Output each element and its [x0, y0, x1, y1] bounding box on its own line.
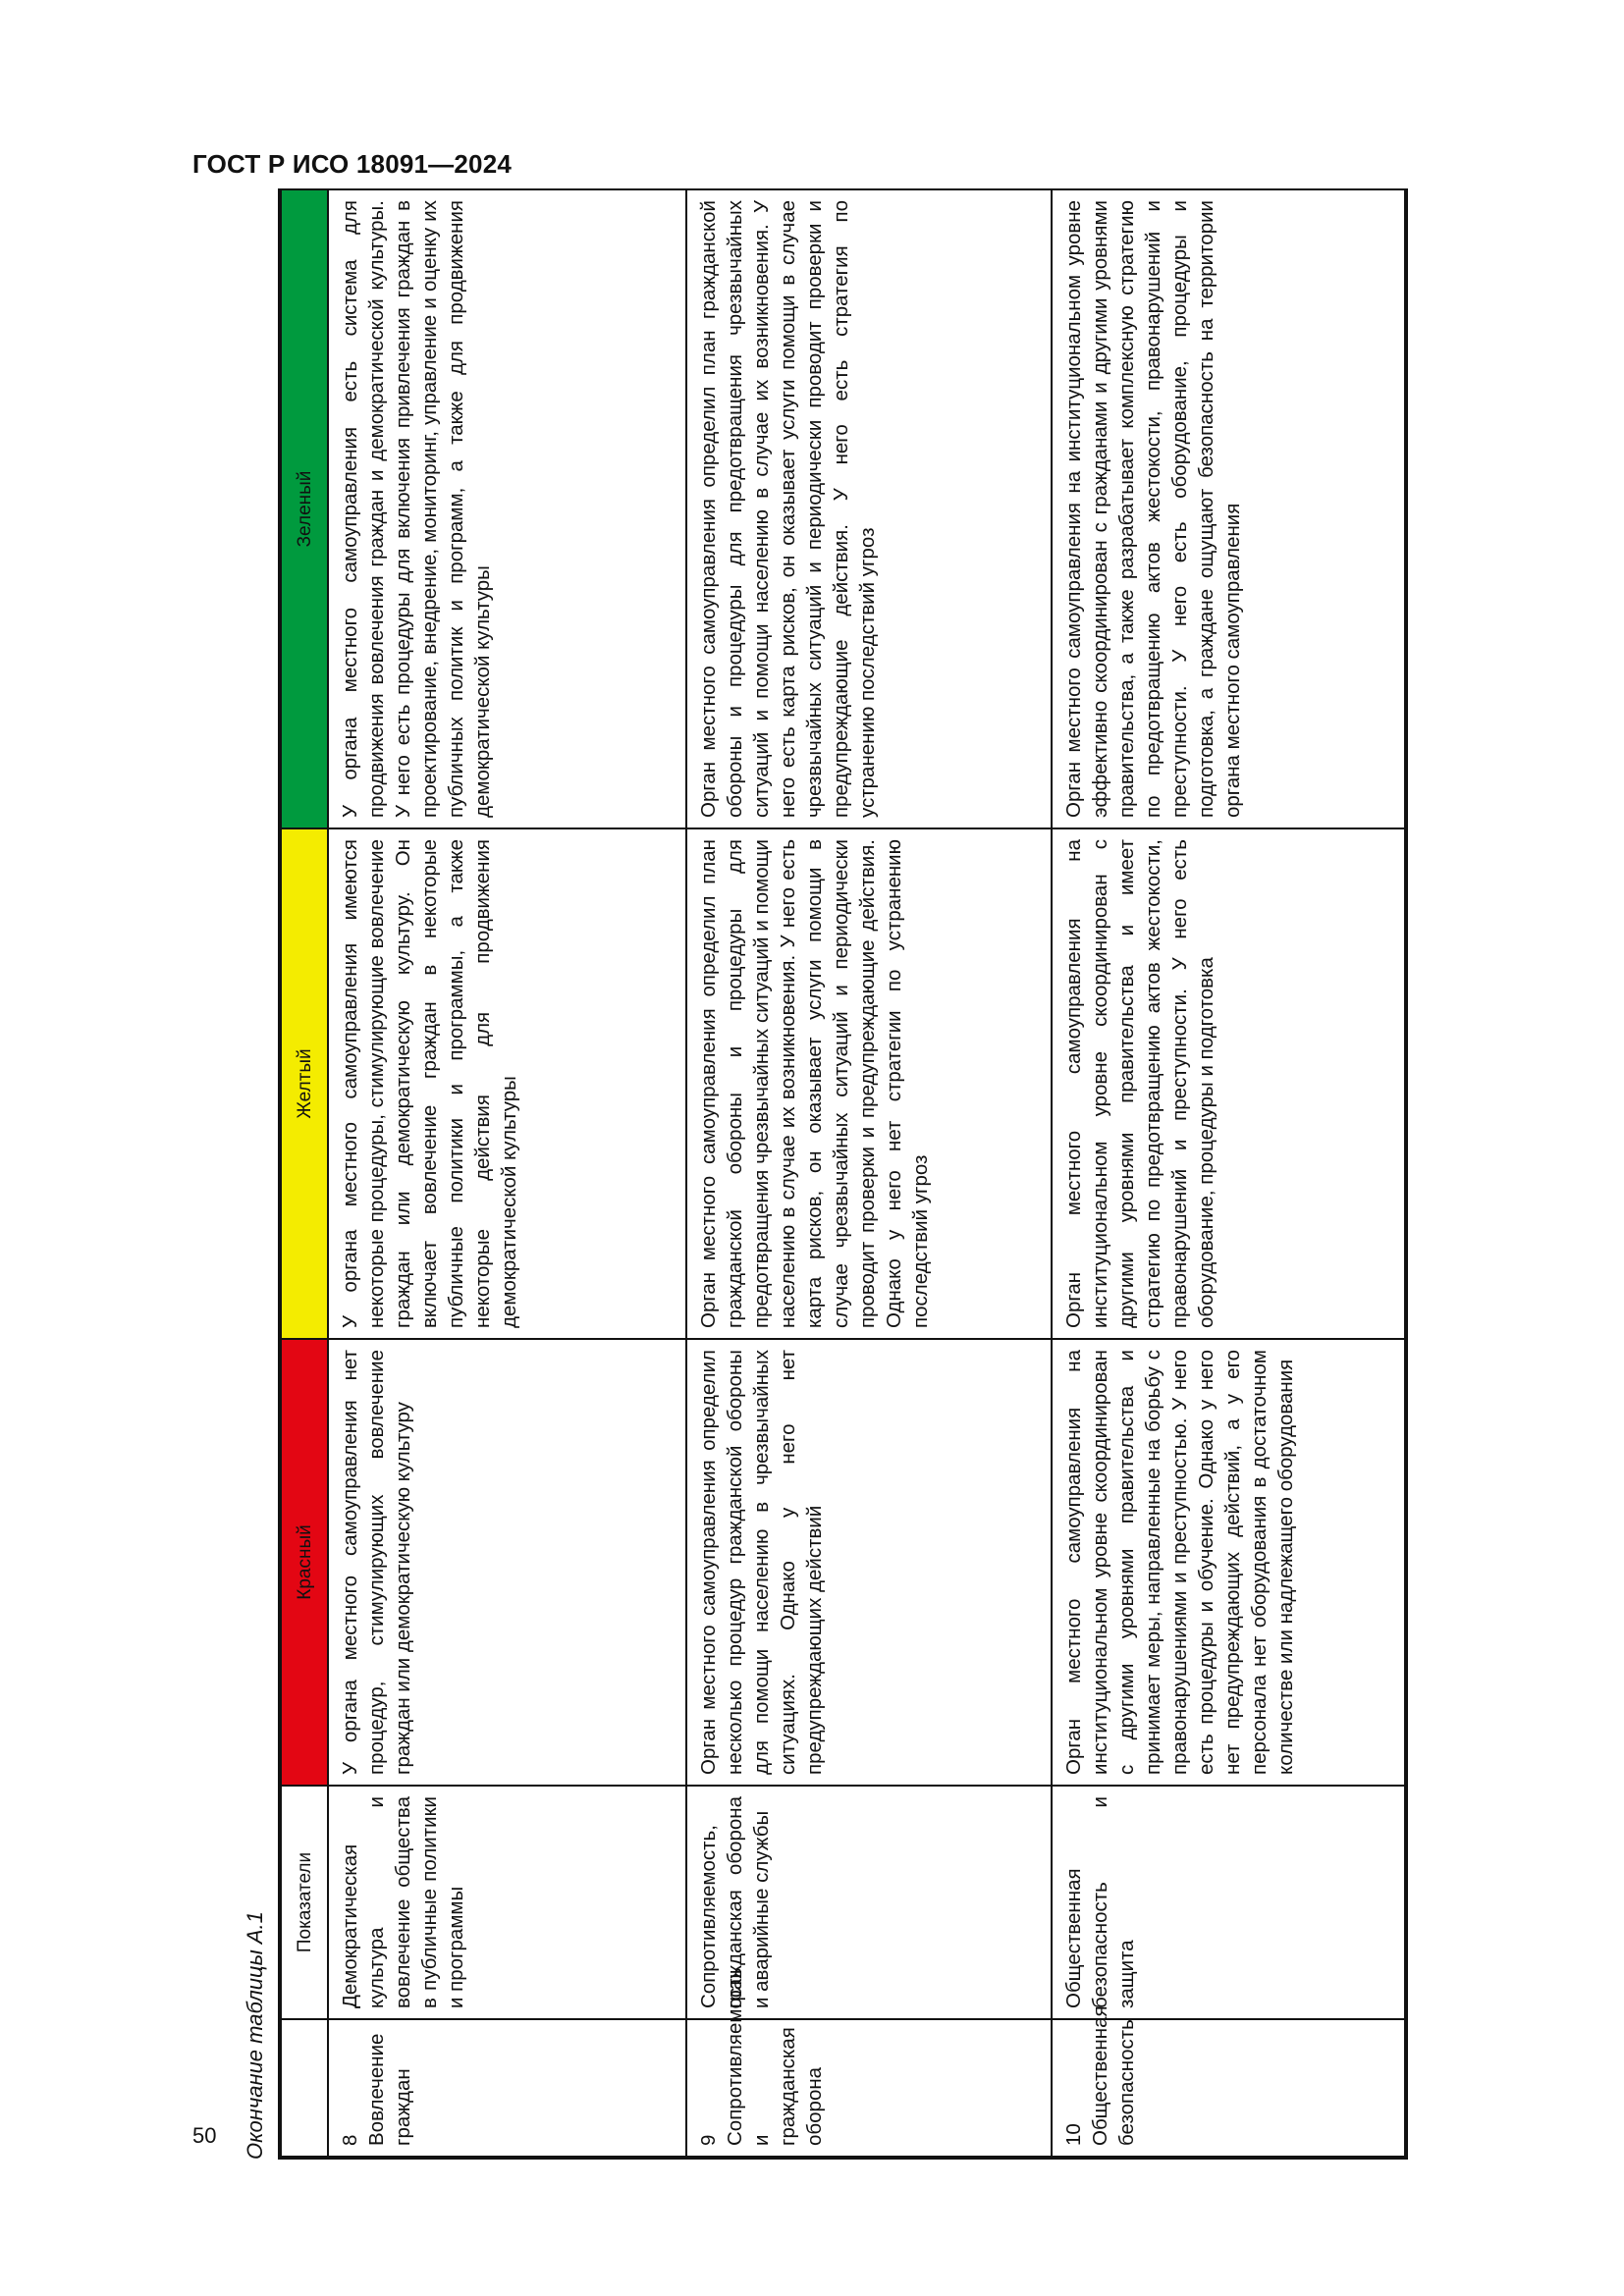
document-title: ГОСТ Р ИСО 18091—2024 — [192, 149, 513, 179]
row-red: Орган местного самоуправления на институциональном уровне скоординирован с другими уровнями правительства и принимает меры, направленные на борьбу с правонарушениями и преступностью. У него есть процедуры и обучение. Однако у него нет предупреждающих действий, а у его персонала нет оборудования в достаточном количестве или надлежащего оборудования — [1052, 1339, 1405, 1786]
row-group: 9 Сопротивляемость и гражданская оборона — [686, 2019, 1052, 2157]
table-row — [686, 189, 1052, 2157]
table-row — [1052, 189, 1405, 2157]
page-number: 50 — [192, 2123, 217, 2148]
row-green: Орган местного самоуправления на институциональном уровне эффективно скоординирован с гражданами и другими уровнями правительства, а также разрабатывает комплексную стратегию по предотвращению актов жестокости, правонарушений и преступности. У него есть оборудование, процедуры и подготовка, а граждане ощущают безопасность на территории органа местного самоуправления — [1052, 189, 1405, 828]
row-yellow: Орган местного самоуправления на институциональном уровне скоординирован с другими уровнями правительства и имеет стратегию по предотвращению актов жестокости, правонарушений и преступности. У него есть оборудование, процедуры и подготовка — [1052, 828, 1405, 1339]
row-yellow: Орган местного самоуправления определил план гражданской обороны и процедуры для предотвращения чрезвычайных ситуаций и помощи населению в случае их возникновения. У него есть карта рисков, он оказывает услуги помощи в случае чрезвычайных ситуаций и периодически проводит проверки и предупреждающие действия. Однако у него нет стратегии по устранению последствий угроз — [686, 828, 1052, 1339]
row-indicator: Демократическая культура и вовлечение общества в публичные политики и программы — [328, 1786, 686, 2019]
row-group: 10 Общественная безопасность — [1052, 2019, 1405, 2157]
row-group: 8 Вовлечение граждан — [328, 2019, 686, 2157]
table-caption: Окончание таблицы А.1 — [243, 1911, 267, 2160]
indicators-table — [280, 188, 1406, 2158]
table-frame — [278, 188, 1408, 2160]
row-indicator: Общественная безопасность и защита — [1052, 1786, 1405, 2019]
table-header-row — [281, 189, 328, 2157]
row-green: Орган местного самоуправления определил план гражданской обороны и процедуры для предотвращения чрезвычайных ситуаций и помощи населению в случае их возникновения. У него есть карта рисков, он оказывает услуги помощи в случае чрезвычайных ситуаций и периодически проводит проверки и предупреждающие действия. У него есть стратегия по устранению последствий угроз — [686, 189, 1052, 828]
row-red: Орган местного самоуправления определил несколько процедур гражданской обороны для помощи населению в чрезвычайных ситуациях. Однако у него нет предупреждающих действий — [686, 1339, 1052, 1786]
rotated-table-area — [233, 188, 1408, 2160]
row-red: У органа местного самоуправления нет процедур, стимулирующих вовлечение граждан или демократическую культуру — [328, 1339, 686, 1786]
header-green: Зеленый — [281, 189, 328, 828]
row-indicator: Сопротивляемость, гражданская оборона и аварийные службы — [686, 1786, 1052, 2019]
header-red: Красный — [281, 1339, 328, 1786]
row-yellow: У органа местного самоуправления имеются некоторые процедуры, стимулирующие вовлечение граждан или демократическую культуру. Он включает вовлечение граждан в некоторые публичные политики и программы, а также некоторые действия для продвижения демократической культуры — [328, 828, 686, 1339]
header-group — [281, 2019, 328, 2157]
row-green: У органа местного самоуправления есть система для продвижения вовлечения граждан и демократической культуры. У него есть процедуры для включения привлечения граждан в проектирование, внедрение, мониторинг, управление и оценку их публичных политик и программ, а также для продвижения демократической культуры — [328, 189, 686, 828]
header-indicators: Показатели — [281, 1786, 328, 2019]
header-yellow: Желтый — [281, 828, 328, 1339]
table-row — [328, 189, 686, 2157]
